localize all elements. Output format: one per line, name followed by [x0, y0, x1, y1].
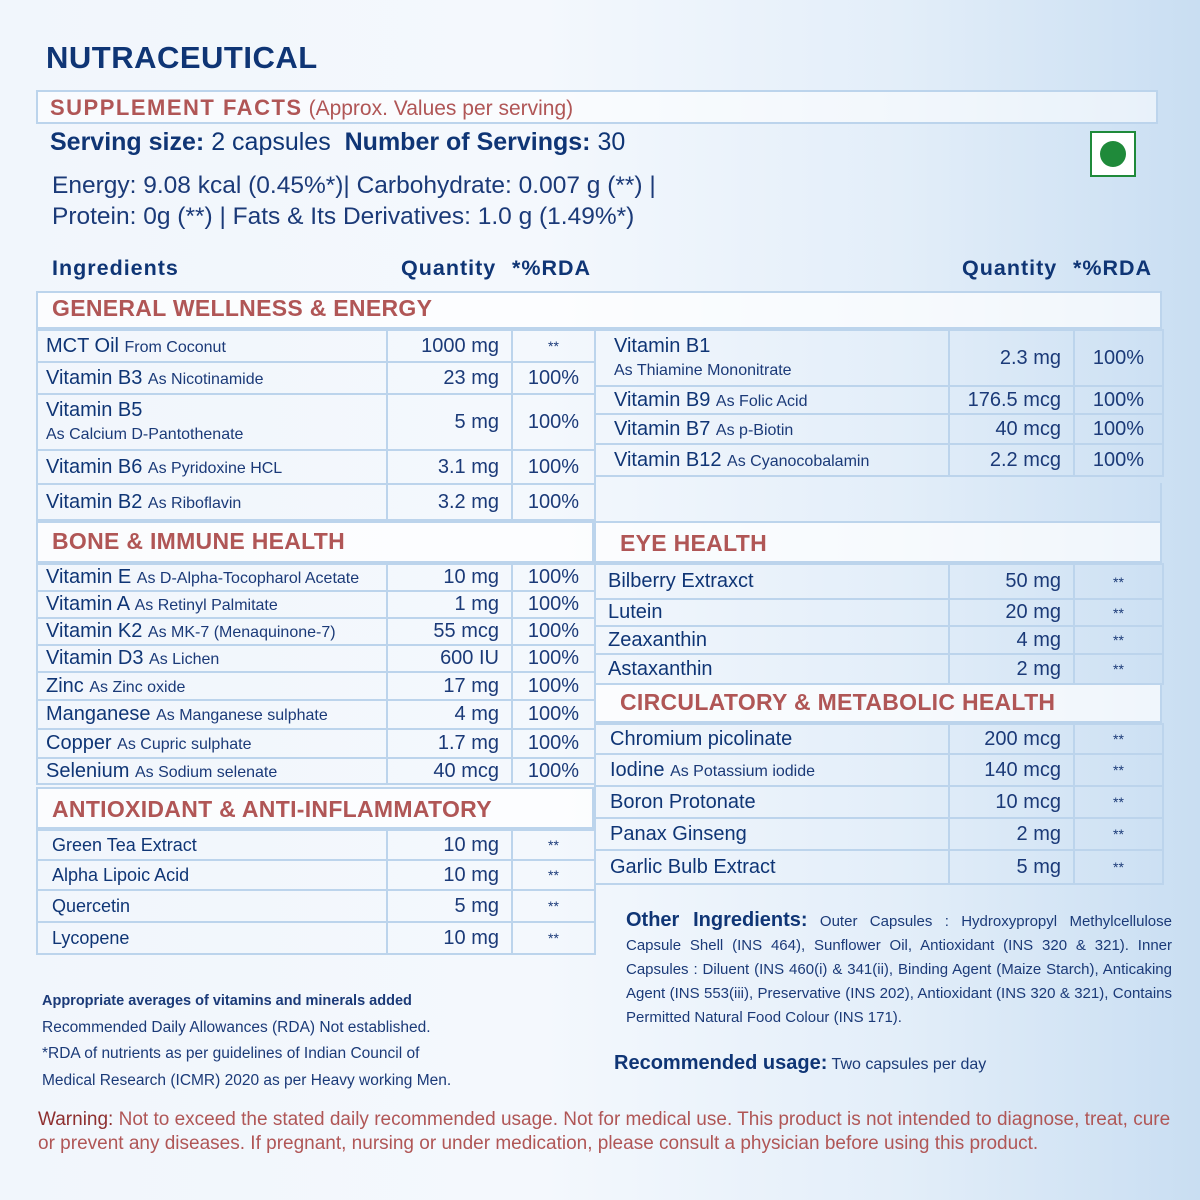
warning-text: Not to exceed the stated daily recommended usage. Not for medical use. This product is not intended to diagnose, treat, cure or prevent any diseases. If pregnant, nursing or under medication, please consult a physician before using this product.	[38, 1109, 1171, 1154]
ingredient-name-cell	[37, 758, 387, 784]
ingredient-name: Vitamin D3	[46, 647, 144, 669]
serving-info	[50, 128, 625, 157]
facts-note: (Approx. Values per serving)	[308, 97, 574, 120]
section-circulatory: CIRCULATORY & METABOLIC HEALTH	[594, 683, 1162, 723]
ingredient-name: Vitamin B12	[614, 448, 722, 471]
ingredient-row	[37, 394, 595, 450]
ingredient-name-cell	[37, 362, 387, 394]
ingredient-quantity: 10 mg	[387, 830, 512, 860]
ingredient-quantity: 50 mg	[949, 564, 1074, 599]
ingredient-rda: 100%	[512, 700, 595, 729]
eye-table	[594, 563, 1164, 685]
ingredient-rda: **	[1074, 786, 1163, 818]
ingredient-quantity: 5 mg	[387, 890, 512, 922]
ingredient-quantity: 2.2 mcg	[949, 444, 1074, 476]
ingredient-quantity: 2 mg	[949, 654, 1074, 684]
circulatory-table	[594, 723, 1164, 885]
ingredient-rda: 100%	[512, 591, 595, 618]
ingredient-rda: 100%	[512, 672, 595, 700]
ingredient-name: Vitamin B7	[614, 417, 711, 440]
ingredient-name: Vitamin B2	[46, 490, 143, 513]
ingredient-name-cell	[37, 591, 387, 618]
ingredient-row	[37, 618, 595, 645]
ingredient-source: As Zinc oxide	[89, 678, 186, 696]
ingredient-name: Astaxanthin	[608, 657, 713, 680]
ingredient-name-cell	[37, 484, 387, 520]
ingredient-row	[37, 890, 595, 922]
ingredient-rda: **	[512, 890, 595, 922]
ingredient-name: Boron Protonate	[610, 790, 756, 813]
ingredient-row	[595, 330, 1163, 386]
section-eye-health: EYE HEALTH	[594, 521, 1162, 563]
servings-count-value: 30	[597, 128, 626, 156]
ingredient-row	[595, 654, 1163, 684]
ingredient-source: As Riboflavin	[147, 494, 242, 512]
ingredient-row	[595, 626, 1163, 654]
ingredient-name: Vitamin E	[46, 566, 132, 588]
ingredient-quantity: 4 mg	[949, 626, 1074, 654]
section-general-wellness: GENERAL WELLNESS & ENERGY	[36, 291, 1162, 329]
ingredient-quantity: 1 mg	[387, 591, 512, 618]
ingredient-quantity: 3.1 mg	[387, 450, 512, 484]
footnote-line-2: Recommended Daily Allowances (RDA) Not established.	[42, 1018, 431, 1036]
section-bone-immune: BONE & IMMUNE HEALTH	[36, 521, 594, 563]
ingredient-name: Vitamin B5	[46, 399, 143, 421]
energy-line-2: Protein: 0g (**) | Fats & Its Derivatives: 1.0 g (1.49%*)	[52, 203, 635, 230]
ingredient-rda: 100%	[512, 564, 595, 591]
ingredient-quantity: 23 mg	[387, 362, 512, 394]
ingredient-quantity: 10 mg	[387, 860, 512, 890]
ingredient-source: As Cyanocobalamin	[727, 452, 870, 470]
ingredient-name: Alpha Lipoic Acid	[52, 864, 190, 885]
ingredient-quantity: 5 mg	[387, 394, 512, 450]
warning-label: Warning:	[38, 1109, 114, 1130]
ingredient-name-cell	[595, 626, 949, 654]
other-ingredients-text: Outer Capsules : Hydroxypropyl Methylcellulose Capsule Shell (INS 464), Sunflower Oil, Antioxidant (INS 320 & 321). Inner Capsules : Diluent (INS 460(i) & 341(ii), Binding Agent (Maize Starch), Anticaking Agent (INS 553(iii), Preservative (INS 202), Antioxidant (INS 320 & 321), Contains Permitted Natural Food Colour (INS 171).	[626, 913, 1172, 1026]
ingredient-name: Manganese	[46, 703, 151, 725]
ingredient-row	[37, 484, 595, 520]
ingredient-name-cell	[37, 890, 387, 922]
ingredient-rda: 100%	[512, 484, 595, 520]
ingredient-name-cell	[37, 672, 387, 700]
ingredient-name-cell	[595, 564, 949, 599]
ingredient-row	[37, 860, 595, 890]
ingredient-source: As Nicotinamide	[147, 370, 264, 388]
ingredient-name: Vitamin K2	[46, 620, 143, 642]
ingredient-name-cell	[595, 786, 949, 818]
other-ingredients-label: Other Ingredients:	[626, 909, 808, 931]
ingredient-rda: 100%	[1074, 330, 1163, 386]
ingredient-name-cell	[37, 450, 387, 484]
footnote-line-4: Medical Research (ICMR) 2020 as per Heavy working Men.	[42, 1071, 452, 1089]
ingredient-source: As Cupric sulphate	[117, 736, 252, 753]
footnotes	[42, 988, 451, 1094]
ingredient-name: Zeaxanthin	[608, 628, 707, 651]
ingredient-source: As Retinyl Palmitate	[134, 597, 278, 614]
ingredient-row	[595, 818, 1163, 850]
ingredient-name: MCT Oil	[46, 334, 119, 357]
wellness-table-right	[594, 329, 1164, 477]
ingredient-row	[37, 672, 595, 700]
ingredient-rda: **	[1074, 724, 1163, 754]
other-ingredients	[626, 908, 1172, 1030]
ingredient-source: As Thiamine Mononitrate	[614, 362, 792, 379]
ingredient-source: As MK-7 (Menaquinone-7)	[147, 624, 336, 641]
ingredient-source: As Sodium selenate	[134, 763, 278, 781]
ingredient-name-cell	[595, 754, 949, 786]
ingredient-name-cell	[37, 860, 387, 890]
ingredient-rda: **	[512, 830, 595, 860]
ingredient-row	[595, 850, 1163, 884]
ingredient-rda: 100%	[512, 758, 595, 784]
ingredient-name-cell	[37, 830, 387, 860]
ingredient-name-cell	[37, 330, 387, 362]
ingredient-name: Selenium	[46, 759, 130, 782]
ingredient-source: As Pyridoxine HCL	[147, 459, 283, 477]
ingredient-quantity: 10 mg	[387, 922, 512, 954]
ingredient-name: Garlic Bulb Extract	[610, 855, 776, 878]
ingredient-rda: **	[1074, 599, 1163, 626]
ingredient-rda: 100%	[512, 729, 595, 758]
serving-size-value: 2 capsules	[211, 128, 331, 156]
ingredient-rda: **	[1074, 850, 1163, 884]
ingredient-row	[37, 450, 595, 484]
ingredient-rda: 100%	[512, 645, 595, 672]
ingredient-row	[595, 599, 1163, 626]
ingredient-rda: 100%	[512, 362, 595, 394]
ingredient-name: Chromium picolinate	[610, 727, 793, 750]
ingredient-quantity: 5 mg	[949, 850, 1074, 884]
ingredient-name-cell	[595, 386, 949, 414]
ingredient-name: Quercetin	[52, 895, 131, 916]
ingredient-name: Vitamin B9	[614, 388, 711, 411]
ingredient-rda: **	[512, 330, 595, 362]
ingredient-row	[595, 564, 1163, 599]
ingredient-quantity: 140 mcg	[949, 754, 1074, 786]
ingredient-rda: 100%	[1074, 414, 1163, 444]
wellness-table-left	[36, 329, 596, 521]
ingredient-source: As Folic Acid	[715, 392, 808, 410]
ingredient-name-cell	[595, 818, 949, 850]
quantity-header-right: Quantity	[962, 256, 1058, 280]
ingredient-quantity: 2 mg	[949, 818, 1074, 850]
ingredient-name-cell	[37, 618, 387, 645]
energy-info	[52, 170, 656, 232]
ingredient-name-cell	[595, 330, 949, 386]
wellness-right-filler	[594, 483, 1162, 523]
ingredient-name: Green Tea Extract	[52, 834, 197, 855]
ingredient-name-cell	[37, 700, 387, 729]
footnote-line-1: Appropriate averages of vitamins and minerals added	[42, 993, 412, 1009]
ingredient-rda: **	[512, 922, 595, 954]
usage-text: Two capsules per day	[831, 1056, 987, 1073]
ingredient-rda: **	[1074, 754, 1163, 786]
serving-size-label: Serving size:	[50, 128, 205, 156]
servings-count-label: Number of Servings:	[344, 128, 591, 156]
ingredient-rda: 100%	[512, 394, 595, 450]
ingredient-row	[37, 591, 595, 618]
ingredient-source: As p-Biotin	[715, 421, 794, 439]
ingredient-source: As Calcium D-Pantothenate	[46, 426, 244, 443]
ingredient-source: As Manganese sulphate	[156, 707, 328, 724]
ingredient-name-cell	[37, 564, 387, 591]
section-antioxidant: ANTIOXIDANT & ANTI-INFLAMMATORY	[36, 787, 594, 829]
ingredient-quantity: 2.3 mg	[949, 330, 1074, 386]
warning	[38, 1108, 1178, 1156]
ingredients-header: Ingredients	[52, 256, 179, 280]
ingredient-source: From Coconut	[124, 338, 226, 356]
ingredient-quantity: 3.2 mg	[387, 484, 512, 520]
ingredient-quantity: 10 mg	[387, 564, 512, 591]
ingredient-name: Lutein	[608, 601, 663, 623]
ingredient-rda: 100%	[1074, 386, 1163, 414]
ingredient-rda: **	[1074, 564, 1163, 599]
ingredient-rda: **	[1074, 654, 1163, 684]
ingredient-name-cell	[595, 414, 949, 444]
ingredient-name: Copper	[46, 732, 112, 754]
ingredient-quantity: 200 mcg	[949, 724, 1074, 754]
ingredient-name-cell	[595, 444, 949, 476]
ingredient-name-cell	[37, 922, 387, 954]
ingredient-source: As D-Alpha-Tocopharol Acetate	[136, 570, 360, 587]
ingredient-name-cell	[595, 850, 949, 884]
recommended-usage	[614, 1052, 986, 1075]
ingredient-row	[595, 444, 1163, 476]
supplement-facts-title: SUPPLEMENT FACTS	[50, 95, 303, 120]
ingredient-name-cell	[595, 724, 949, 754]
ingredient-row	[595, 754, 1163, 786]
ingredient-name-cell	[37, 645, 387, 672]
ingredient-row	[595, 724, 1163, 754]
brand-title: NUTRACEUTICAL	[46, 40, 318, 75]
ingredient-row	[37, 330, 595, 362]
ingredient-row	[37, 830, 595, 860]
ingredient-name-cell	[595, 599, 949, 626]
quantity-header: Quantity	[401, 256, 497, 280]
ingredient-row	[595, 786, 1163, 818]
ingredient-quantity: 4 mg	[387, 700, 512, 729]
ingredient-quantity: 17 mg	[387, 672, 512, 700]
usage-label: Recommended usage:	[614, 1052, 828, 1074]
ingredient-name-cell	[37, 729, 387, 758]
ingredient-row	[37, 362, 595, 394]
ingredient-name: Vitamin A	[46, 593, 130, 615]
ingredient-row	[37, 729, 595, 758]
ingredient-rda: 100%	[512, 450, 595, 484]
antioxidant-table	[36, 829, 596, 955]
ingredient-quantity: 1.7 mg	[387, 729, 512, 758]
supplement-facts-header	[36, 90, 1158, 124]
ingredient-row	[37, 645, 595, 672]
ingredient-name: Lycopene	[52, 927, 130, 948]
ingredient-name: Vitamin B6	[46, 455, 143, 478]
vegetarian-mark-icon	[1090, 131, 1136, 177]
rda-header: *%RDA	[512, 256, 592, 280]
ingredient-row	[595, 386, 1163, 414]
ingredient-quantity: 40 mcg	[387, 758, 512, 784]
ingredient-name: Vitamin B1	[614, 335, 711, 357]
ingredient-row	[37, 700, 595, 729]
ingredient-name: Zinc	[46, 674, 84, 697]
ingredient-rda: **	[512, 860, 595, 890]
ingredient-row	[37, 564, 595, 591]
ingredient-name: Vitamin B3	[46, 366, 143, 389]
ingredient-rda: 100%	[512, 618, 595, 645]
footnote-line-3: *RDA of nutrients as per guidelines of Indian Council of	[42, 1045, 420, 1062]
ingredient-rda: 100%	[1074, 444, 1163, 476]
ingredient-quantity: 1000 mg	[387, 330, 512, 362]
ingredient-quantity: 20 mg	[949, 599, 1074, 626]
ingredient-source: As Lichen	[149, 651, 220, 668]
ingredient-quantity: 176.5 mcg	[949, 386, 1074, 414]
ingredient-quantity: 40 mcg	[949, 414, 1074, 444]
ingredient-rda: **	[1074, 818, 1163, 850]
ingredient-name-cell	[595, 654, 949, 684]
ingredient-quantity: 10 mcg	[949, 786, 1074, 818]
ingredient-row	[37, 758, 595, 784]
ingredient-rda: **	[1074, 626, 1163, 654]
energy-line-1: Energy: 9.08 kcal (0.45%*)| Carbohydrate: 0.007 g (**) |	[52, 172, 656, 199]
rda-header-right: *%RDA	[1073, 256, 1153, 280]
ingredient-name: Panax Ginseng	[610, 822, 747, 845]
ingredient-source: As Potassium iodide	[670, 762, 816, 780]
bone-table	[36, 563, 596, 785]
ingredient-row	[595, 414, 1163, 444]
ingredient-row	[37, 922, 595, 954]
ingredient-name: Iodine	[610, 758, 665, 781]
ingredient-quantity: 600 IU	[387, 645, 512, 672]
ingredient-quantity: 55 mcg	[387, 618, 512, 645]
ingredient-name: Bilberry Extraxct	[608, 570, 754, 592]
ingredient-name-cell	[37, 394, 387, 450]
